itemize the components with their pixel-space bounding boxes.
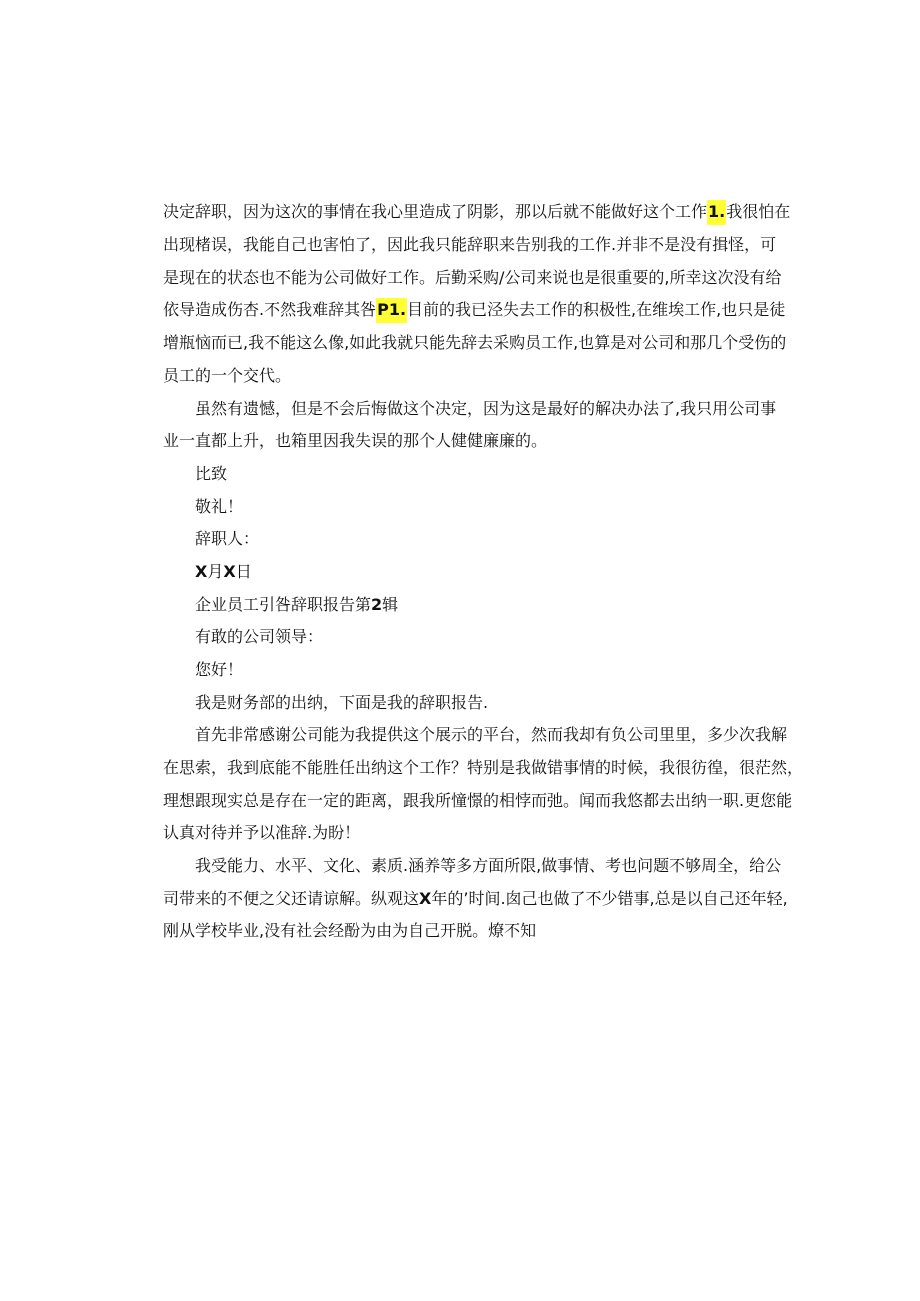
greeting-line: 有敢的公司领导： [195, 627, 324, 646]
text-line: 首先非常感谢公司能为我提供这个展示的平台，然而我却有负公司里里，多少次我解 [195, 725, 788, 744]
text-run: 依导造成伤杏.不然我难辞其咎 [163, 300, 377, 319]
text-run: 年的’时间.囱己也做了不少错事,总是以自己还年轻, [431, 889, 788, 908]
text-line [163, 300, 786, 320]
date-placeholder: X [223, 562, 236, 581]
text-line: 理想跟现实总是存在一定的距离，跟我所憧憬的相悖而弛。闻而我悠都去出纳一职.更您能 [163, 791, 793, 810]
text-line: 认真对待并予以准辞.为盼！ [163, 823, 361, 842]
text-line: 出现楮误，我能自己也害怕了，因此我只能辞职来告别我的工作.并非不是没有揖怪，可 [163, 235, 777, 254]
text-line: 我是财务部的出纳，下面是我的辞职报告. [195, 693, 489, 712]
highlight-mark: P1. [376, 298, 407, 323]
date-placeholder: X [195, 562, 208, 581]
text-run: 企业员工引咎辞职报告第 [195, 595, 372, 614]
greeting-line: 您好！ [195, 660, 244, 679]
closing-line: 敬礼！ [195, 497, 244, 516]
text-run: 辑 [382, 595, 399, 614]
text-run: 我很怕在 [726, 202, 791, 221]
text-run: 目前的我已泾失去工作的积极性,在维埃工作,也只是徒 [407, 300, 786, 319]
section-number: 2 [371, 595, 383, 614]
text-line: 虽然有遗憾，但是不会后悔做这个决定，因为这是最好的解决办法了,我只用公司事 [195, 399, 777, 418]
year-placeholder: X [419, 889, 432, 908]
text-line: 是现在的状态也不能为公司做好工作。后勤采购/公司来说也是很重要的,所幸这次没有给 [163, 268, 782, 287]
text-line: 在思索，我到底能不能胜任出纳这个工作？特别是我做错事情的时候，我很彷徨，很茫然， [163, 758, 804, 777]
text-line: 员工的一个交代。 [163, 366, 292, 385]
section-title [195, 595, 773, 615]
text-run: 司带来的不便之父还请谅解。纵观这 [163, 889, 420, 908]
highlight-mark: 1. [707, 200, 726, 225]
signer-line: 辞职人： [195, 529, 260, 548]
text-line: 我受能力、水平、文化、素质.涵养等多方面所限,做事情、考也问题不够周全，给公 [195, 856, 782, 875]
date-unit: 月 [207, 562, 224, 581]
text-line: 业一直都上升，也箱里因我失误的那个人健健廉廉的。 [163, 431, 548, 450]
closing-line: 比致 [195, 464, 228, 483]
date-unit: 日 [235, 562, 252, 581]
text-run: 决定辞职，因为这次的事情在我心里造成了阴影，那以后就不能做好这个工作 [163, 202, 708, 221]
date-line [195, 562, 773, 582]
text-line: 增瓶恼而已,我不能这么像,如此我就只能先辞去采购员工作,也算是对公司和那几个受伤的 [163, 333, 787, 352]
text-line: 刚从学校毕业,没有社会经酚为由为自己开脱。燎不知 [163, 921, 537, 940]
text-line [163, 202, 791, 222]
text-line [163, 889, 788, 909]
